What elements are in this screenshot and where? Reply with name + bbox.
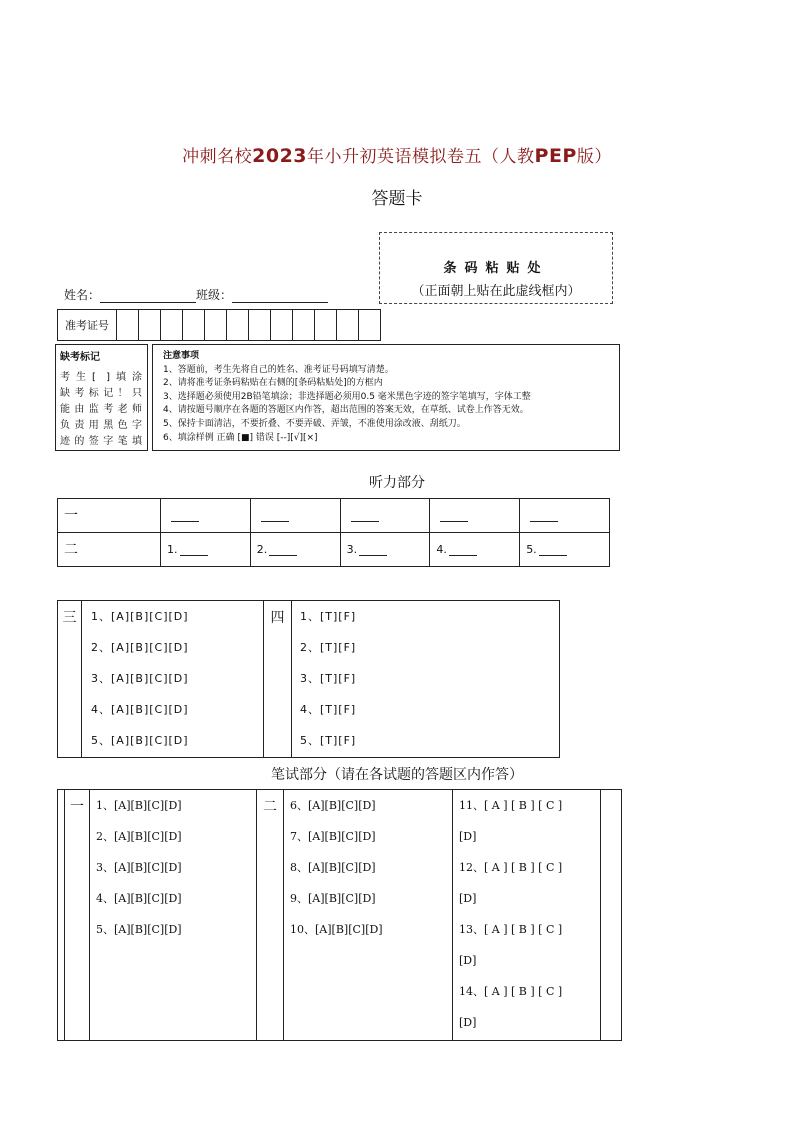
choice-item[interactable]: 4、[T][F] (300, 703, 357, 716)
answer-blank[interactable] (171, 510, 199, 522)
choice-item-continued[interactable]: [D] (459, 830, 477, 843)
written-title: 笔试部分（请在各试题的答题区内作答） (271, 767, 523, 783)
notice-item: 4、请按题号顺序在各题的答题区内作答，超出范围的答案无效，在草纸、试卷上作答无效。 (163, 405, 529, 416)
class-field[interactable] (232, 290, 328, 303)
answer-blank[interactable] (269, 544, 297, 556)
exam-number-cell[interactable] (359, 310, 381, 341)
choice-item[interactable]: 12、[ A ] [ B ] [ C ] (459, 861, 563, 874)
answer-blank-cell[interactable] (340, 499, 430, 533)
choice-item-continued[interactable]: [D] (459, 1016, 477, 1029)
written-sec1-label: 一 (65, 790, 90, 1041)
item-number: 1. (167, 543, 178, 556)
absence-mark-text: 能由监考老师 (60, 404, 143, 415)
choice-item[interactable]: 2、[T][F] (300, 641, 357, 654)
class-label: 班级： (196, 288, 233, 302)
listening-sec1-label: 一 (58, 499, 161, 533)
choice-item[interactable]: 5、[A][B][C][D] (96, 923, 182, 936)
exam-number-cell[interactable] (227, 310, 249, 341)
name-class-row (64, 286, 328, 303)
choice-item[interactable]: 8、[A][B][C][D] (290, 861, 376, 874)
exam-number-cell[interactable] (161, 310, 183, 341)
absence-mark-text: 负责用黑色字 (60, 420, 143, 431)
title-part3: 版） (576, 147, 612, 167)
answer-blank[interactable] (440, 510, 468, 522)
answer-blank[interactable] (449, 544, 477, 556)
name-field[interactable] (100, 290, 196, 303)
choice-item[interactable]: 2、[A][B][C][D] (91, 641, 189, 654)
listening-table (57, 498, 610, 567)
barcode-label: 条码粘贴处 (443, 261, 549, 276)
absence-mark-text: 迹的签字笔填 (60, 436, 143, 447)
written-sec1-options (90, 790, 257, 1041)
listening-sec2-label: 二 (58, 533, 161, 567)
choice-item[interactable]: 11、[ A ] [ B ] [ C ] (459, 799, 563, 812)
title-pep: PEP (534, 145, 577, 167)
exam-number-label: 准考证号 (58, 310, 117, 341)
choice-item[interactable]: 1、[T][F] (300, 610, 357, 623)
written-sec2-label: 二 (257, 790, 284, 1041)
title-part2: 年小升初英语模拟卷五（人教 (307, 147, 535, 167)
choice-item[interactable]: 5、[A][B][C][D] (91, 734, 189, 747)
choice-item[interactable]: 1、[A][B][C][D] (91, 610, 189, 623)
answer-blank[interactable] (351, 510, 379, 522)
exam-number-cell[interactable] (139, 310, 161, 341)
barcode-instruction: （正面朝上贴在此虚线框内） (411, 284, 581, 299)
choice-item[interactable]: 6、[A][B][C][D] (290, 799, 376, 812)
exam-number-cell[interactable] (293, 310, 315, 341)
title-year: 2023 (252, 145, 308, 167)
written-table (57, 789, 622, 1041)
exam-number-cell[interactable] (205, 310, 227, 341)
exam-number-cell[interactable] (249, 310, 271, 341)
name-label: 姓名： (64, 288, 101, 302)
choice-item[interactable]: 10、[A][B][C][D] (290, 923, 383, 936)
answer-blank-cell[interactable] (161, 499, 251, 533)
notice-item: 2、请将准考证条码粘贴在右侧的[条码粘贴处]的方框内 (163, 378, 383, 389)
right-margin-cell (601, 790, 622, 1041)
answer-blank[interactable] (530, 510, 558, 522)
listening-title: 听力部分 (369, 475, 425, 491)
answer-blank[interactable] (261, 510, 289, 522)
barcode-area (379, 232, 613, 304)
listening-sec4-label: 四 (264, 601, 292, 758)
choice-item[interactable]: 13、[ A ] [ B ] [ C ] (459, 923, 563, 936)
choice-item-continued[interactable]: [D] (459, 954, 477, 967)
notice-heading: 注意事项 (163, 351, 200, 361)
choice-item[interactable]: 4、[A][B][C][D] (91, 703, 189, 716)
title-part1: 冲刺名校 (182, 147, 253, 167)
choice-item[interactable]: 2、[A][B][C][D] (96, 830, 182, 843)
item-number: 4. (436, 543, 447, 556)
choice-item[interactable]: 14、[ A ] [ B ] [ C ] (459, 985, 563, 998)
answer-card-subtitle: 答题卡 (371, 189, 423, 209)
listening-choice-table (57, 600, 560, 758)
exam-number-cell[interactable] (183, 310, 205, 341)
written-sec2-options-a (284, 790, 453, 1041)
answer-blank[interactable] (180, 544, 208, 556)
notice-item: 6、填涂样例 正确 [■] 错误 [--][√][×] (163, 432, 318, 443)
choice-item[interactable]: 3、[A][B][C][D] (96, 861, 182, 874)
answer-blank-cell[interactable] (520, 499, 610, 533)
choice-item[interactable]: 7、[A][B][C][D] (290, 830, 376, 843)
exam-number-grid (57, 309, 381, 341)
exam-number-cell[interactable] (271, 310, 293, 341)
item-number: 2. (256, 543, 268, 556)
notice-item: 5、保持卡面清洁，不要折叠、不要弄破、弄皱，不准使用涂改液、刮纸刀。 (163, 418, 466, 429)
answer-blank-cell[interactable] (430, 499, 520, 533)
choice-item-continued[interactable]: [D] (459, 892, 477, 905)
answer-blank[interactable] (359, 544, 387, 556)
item-number: 5. (526, 543, 537, 556)
answer-blank[interactable] (539, 544, 567, 556)
choice-item[interactable]: 3、[A][B][C][D] (91, 672, 189, 685)
exam-number-cell[interactable] (337, 310, 359, 341)
notice-item: 3、选择题必须使用2B铅笔填涂；非选择题必须用0.5 毫米黑色字迹的签字笔填写，字体工整 (163, 391, 531, 402)
absence-mark-box (55, 344, 148, 451)
exam-number-cell[interactable] (117, 310, 139, 341)
answer-blank-cell[interactable] (340, 533, 430, 567)
absence-mark-text: 缺考标记！只 (60, 388, 143, 399)
choice-item[interactable]: 1、[A][B][C][D] (96, 799, 182, 812)
choice-item[interactable]: 5、[T][F] (300, 734, 357, 747)
absence-mark-text: 考生[ ]填涂 (60, 372, 143, 383)
answer-blank-cell[interactable] (520, 533, 610, 567)
answer-blank-cell[interactable] (161, 533, 251, 567)
exam-number-cell[interactable] (315, 310, 337, 341)
choice-item[interactable]: 9、[A][B][C][D] (290, 892, 376, 905)
listening-sec3-options (82, 601, 264, 758)
listening-sec3-label: 三 (58, 601, 82, 758)
answer-blank-cell[interactable] (250, 499, 340, 533)
absence-mark-heading: 缺考标记 (60, 352, 100, 363)
answer-blank-cell[interactable] (250, 533, 340, 567)
notice-item: 1、答题前，考生先将自己的姓名、准考证号码填写清楚。 (163, 364, 394, 375)
choice-item[interactable]: 4、[A][B][C][D] (96, 892, 182, 905)
written-sec2-options-b (453, 790, 601, 1041)
notice-box (152, 344, 620, 451)
choice-item[interactable]: 3、[T][F] (300, 672, 357, 685)
listening-sec4-options (292, 601, 560, 758)
exam-title (0, 142, 794, 167)
left-margin-cell (58, 790, 65, 1041)
answer-blank-cell[interactable] (430, 533, 520, 567)
item-number: 3. (346, 543, 358, 556)
